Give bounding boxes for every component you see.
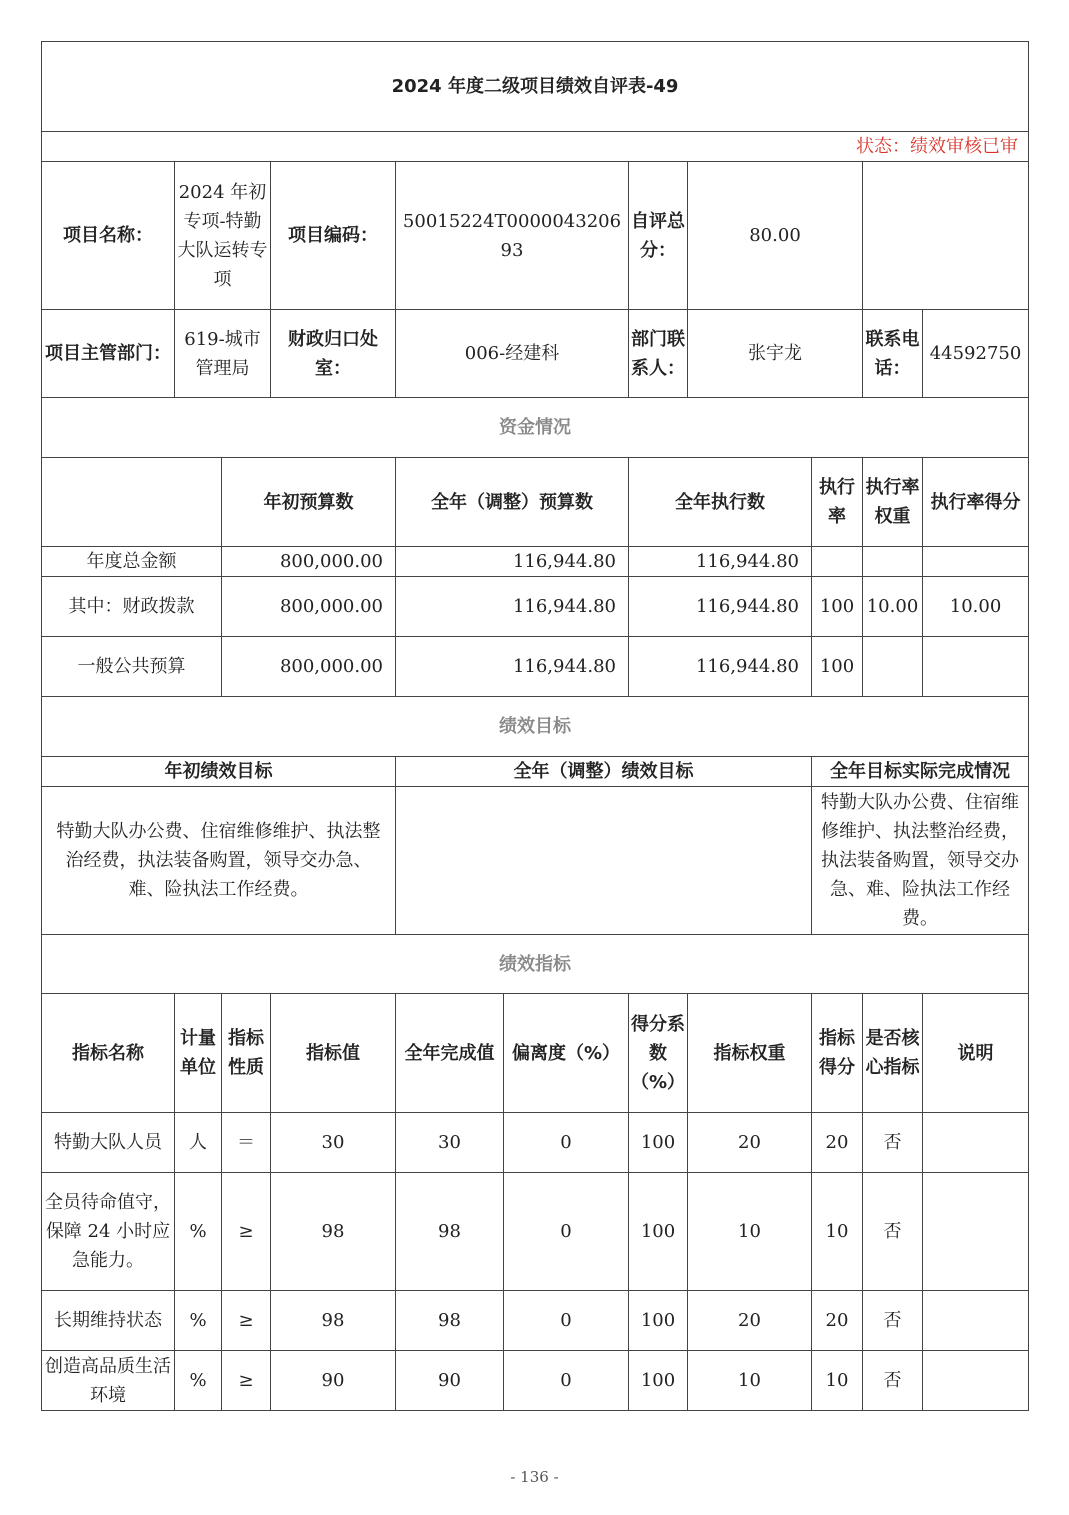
contact-label: 部门联系人： bbox=[629, 310, 688, 398]
ind-header-deviation: 偏离度（%） bbox=[504, 994, 629, 1113]
goals-adjusted-text bbox=[396, 787, 812, 935]
status-badge: 状态：绩效审核已审 bbox=[42, 132, 1029, 162]
empty-cell bbox=[863, 162, 1029, 310]
project-code-value: 50015224T000004320693 bbox=[396, 162, 629, 310]
page-number: - 136 - bbox=[510, 1468, 559, 1486]
ind-unit: % bbox=[175, 1291, 222, 1351]
ind-target: 98 bbox=[271, 1291, 396, 1351]
ind-unit: % bbox=[175, 1173, 222, 1291]
funds-row bbox=[42, 577, 1029, 637]
ind-note bbox=[923, 1173, 1029, 1291]
ind-header-target: 指标值 bbox=[271, 994, 396, 1113]
ind-core: 否 bbox=[863, 1113, 923, 1173]
ind-nature: ≥ bbox=[222, 1291, 271, 1351]
goals-header-actual: 全年目标实际完成情况 bbox=[812, 757, 1029, 787]
funds-row-rate: 100 bbox=[812, 577, 863, 637]
ind-target: 30 bbox=[271, 1113, 396, 1173]
table-row bbox=[42, 1291, 1029, 1351]
ind-actual: 90 bbox=[396, 1351, 504, 1411]
phone-label: 联系电话： bbox=[863, 310, 923, 398]
ind-name: 特勤大队人员 bbox=[42, 1113, 175, 1173]
funds-row-weight bbox=[863, 637, 923, 697]
ind-header-name: 指标名称 bbox=[42, 994, 175, 1113]
self-score-value: 80.00 bbox=[688, 162, 863, 310]
funds-header-executed: 全年执行数 bbox=[629, 458, 812, 547]
funds-row-executed: 116,944.80 bbox=[629, 547, 812, 577]
funds-row-adjusted: 116,944.80 bbox=[396, 637, 629, 697]
ind-weight: 20 bbox=[688, 1113, 812, 1173]
form-table bbox=[41, 41, 1029, 1411]
table-row bbox=[42, 1113, 1029, 1173]
table-row bbox=[42, 1173, 1029, 1291]
ind-deviation: 0 bbox=[504, 1291, 629, 1351]
funds-row-adjusted: 116,944.80 bbox=[396, 577, 629, 637]
finance-office-label: 财政归口处室： bbox=[271, 310, 396, 398]
ind-header-coef: 得分系数（%） bbox=[629, 994, 688, 1113]
funds-row-initial: 800,000.00 bbox=[222, 547, 396, 577]
ind-weight: 10 bbox=[688, 1173, 812, 1291]
table-row bbox=[42, 1351, 1029, 1411]
dept-label: 项目主管部门： bbox=[42, 310, 175, 398]
ind-actual: 30 bbox=[396, 1113, 504, 1173]
ind-unit: % bbox=[175, 1351, 222, 1411]
ind-score: 10 bbox=[812, 1173, 863, 1291]
funds-row-score: 10.00 bbox=[923, 577, 1029, 637]
ind-nature: ≥ bbox=[222, 1173, 271, 1291]
finance-office-value: 006-经建科 bbox=[396, 310, 629, 398]
ind-header-unit: 计量单位 bbox=[175, 994, 222, 1113]
phone-value: 44592750 bbox=[923, 310, 1029, 398]
funds-row bbox=[42, 547, 1029, 577]
funds-row-adjusted: 116,944.80 bbox=[396, 547, 629, 577]
ind-score: 20 bbox=[812, 1291, 863, 1351]
ind-deviation: 0 bbox=[504, 1173, 629, 1291]
ind-coef: 100 bbox=[629, 1351, 688, 1411]
contact-value: 张宇龙 bbox=[688, 310, 863, 398]
ind-deviation: 0 bbox=[504, 1351, 629, 1411]
indicators-section-title: 绩效指标 bbox=[42, 935, 1029, 994]
page-title: 2024 年度二级项目绩效自评表-49 bbox=[42, 42, 1029, 132]
goals-header-initial: 年初绩效目标 bbox=[42, 757, 396, 787]
funds-row-rate bbox=[812, 547, 863, 577]
goals-section-title: 绩效目标 bbox=[42, 697, 1029, 757]
project-name-label: 项目名称： bbox=[42, 162, 175, 310]
self-score-label: 自评总分： bbox=[629, 162, 688, 310]
ind-unit: 人 bbox=[175, 1113, 222, 1173]
funds-row bbox=[42, 637, 1029, 697]
ind-nature: ≥ bbox=[222, 1351, 271, 1411]
funds-row-score bbox=[923, 547, 1029, 577]
ind-coef: 100 bbox=[629, 1113, 688, 1173]
dept-value: 619-城市管理局 bbox=[175, 310, 271, 398]
funds-row-name: 一般公共预算 bbox=[42, 637, 222, 697]
funds-row-score bbox=[923, 637, 1029, 697]
funds-row-executed: 116,944.80 bbox=[629, 577, 812, 637]
ind-nature: ＝ bbox=[222, 1113, 271, 1173]
ind-header-weight: 指标权重 bbox=[688, 994, 812, 1113]
project-name-value: 2024 年初专项-特勤大队运转专项 bbox=[175, 162, 271, 310]
funds-header-weight: 执行率权重 bbox=[863, 458, 923, 547]
funds-header-initial: 年初预算数 bbox=[222, 458, 396, 547]
ind-name: 长期维持状态 bbox=[42, 1291, 175, 1351]
evaluation-form bbox=[41, 41, 1028, 1411]
ind-note bbox=[923, 1291, 1029, 1351]
ind-deviation: 0 bbox=[504, 1113, 629, 1173]
funds-section-title: 资金情况 bbox=[42, 398, 1029, 458]
funds-row-executed: 116,944.80 bbox=[629, 637, 812, 697]
ind-coef: 100 bbox=[629, 1173, 688, 1291]
funds-header-rate: 执行率 bbox=[812, 458, 863, 547]
ind-header-core: 是否核心指标 bbox=[863, 994, 923, 1113]
ind-coef: 100 bbox=[629, 1291, 688, 1351]
goals-actual-text: 特勤大队办公费、住宿维修维护、执法整治经费，执法装备购置，领导交办急、难、险执法工作经费。 bbox=[812, 787, 1029, 935]
ind-note bbox=[923, 1113, 1029, 1173]
funds-row-name: 其中：财政拨款 bbox=[42, 577, 222, 637]
funds-row-weight bbox=[863, 547, 923, 577]
ind-score: 10 bbox=[812, 1351, 863, 1411]
ind-weight: 20 bbox=[688, 1291, 812, 1351]
ind-target: 98 bbox=[271, 1173, 396, 1291]
ind-name: 全员待命值守，保障 24 小时应急能力。 bbox=[42, 1173, 175, 1291]
project-code-label: 项目编码： bbox=[271, 162, 396, 310]
goals-initial-text: 特勤大队办公费、住宿维修维护、执法整治经费，执法装备购置，领导交办急、难、险执法工作经费。 bbox=[42, 787, 396, 935]
funds-header-adjusted: 全年（调整）预算数 bbox=[396, 458, 629, 547]
funds-row-rate: 100 bbox=[812, 637, 863, 697]
funds-row-initial: 800,000.00 bbox=[222, 637, 396, 697]
ind-target: 90 bbox=[271, 1351, 396, 1411]
funds-header-score: 执行率得分 bbox=[923, 458, 1029, 547]
ind-note bbox=[923, 1351, 1029, 1411]
funds-row-initial: 800,000.00 bbox=[222, 577, 396, 637]
ind-score: 20 bbox=[812, 1113, 863, 1173]
ind-weight: 10 bbox=[688, 1351, 812, 1411]
ind-name: 创造高品质生活环境 bbox=[42, 1351, 175, 1411]
funds-row-weight: 10.00 bbox=[863, 577, 923, 637]
ind-header-actual: 全年完成值 bbox=[396, 994, 504, 1113]
ind-core: 否 bbox=[863, 1351, 923, 1411]
ind-header-score: 指标得分 bbox=[812, 994, 863, 1113]
goals-header-adjusted: 全年（调整）绩效目标 bbox=[396, 757, 812, 787]
funds-header-blank bbox=[42, 458, 222, 547]
ind-header-nature: 指标性质 bbox=[222, 994, 271, 1113]
ind-core: 否 bbox=[863, 1291, 923, 1351]
ind-core: 否 bbox=[863, 1173, 923, 1291]
funds-row-name: 年度总金额 bbox=[42, 547, 222, 577]
ind-header-note: 说明 bbox=[923, 994, 1029, 1113]
ind-actual: 98 bbox=[396, 1291, 504, 1351]
ind-actual: 98 bbox=[396, 1173, 504, 1291]
